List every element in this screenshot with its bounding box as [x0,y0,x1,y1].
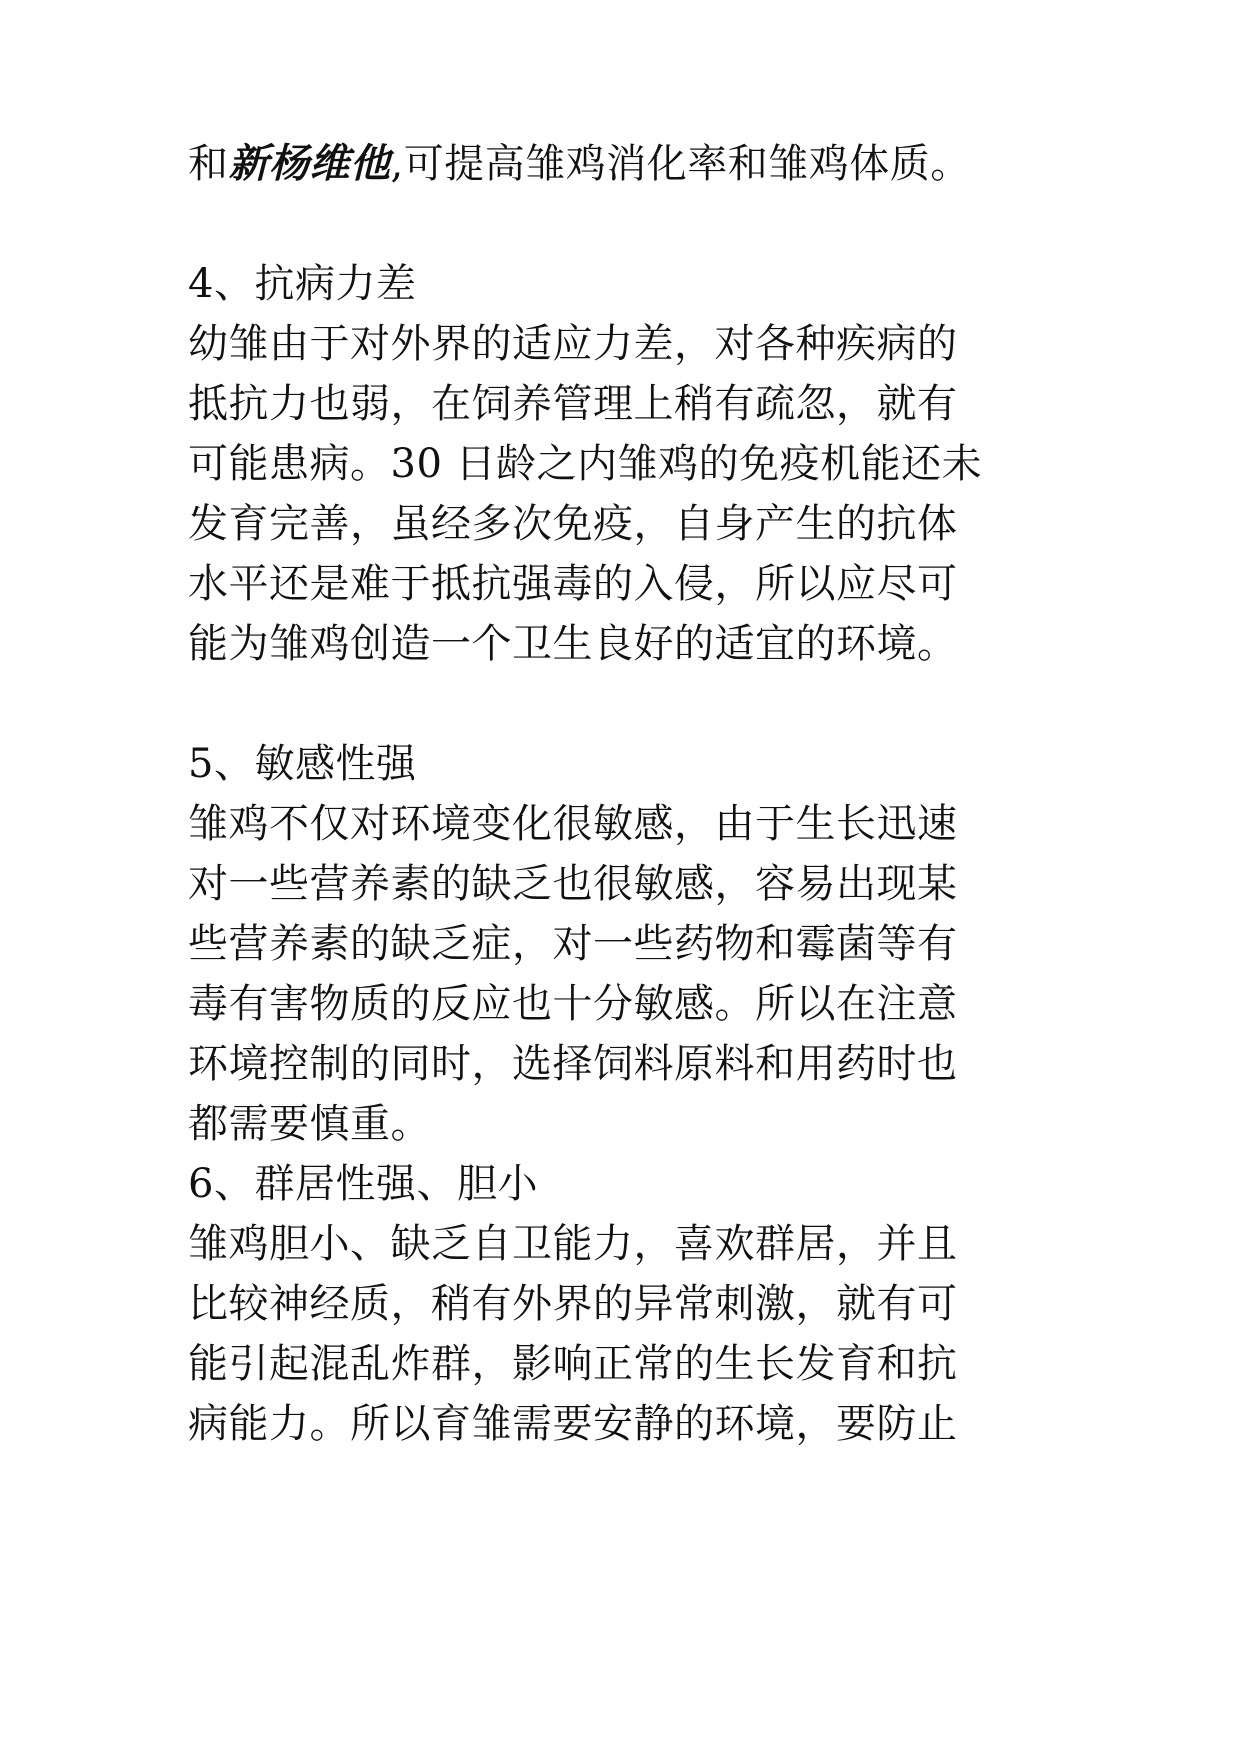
section-4-line: 发育完善，虽经多次免疫，自身产生的抗体 [188,501,958,547]
intro-prefix: 和 [188,141,229,187]
section-5-line: 都需要慎重。 [188,1101,431,1147]
section-5-line: 毒有害物质的反应也十分敏感。所以在注意 [188,981,958,1027]
section-5-heading: 5、敏感性强 [188,741,417,787]
section-6-line: 病能力。所以育雏需要安静的环境，要防止 [188,1401,958,1447]
section-6-line: 比较神经质，稍有外界的异常刺激，就有可 [188,1281,958,1327]
section-4-line: 可能患病。30 日龄之内雏鸡的免疫机能还未 [188,441,983,487]
section-4-line: 抵抗力也弱，在饲养管理上稍有疏忽，就有 [188,381,958,427]
intro-emphasis-product: 新杨维他 [228,140,391,187]
section-6-line: 雏鸡胆小、缺乏自卫能力，喜欢群居，并且 [188,1221,958,1267]
section-5-line: 雏鸡不仅对环境变化很敏感，由于生长迅速 [188,801,958,847]
section-4-line: 幼雏由于对外界的适应力差，对各种疾病的 [188,321,958,367]
section-5-line: 些营养素的缺乏症，对一些药物和霉菌等有 [188,921,958,967]
section-4-heading: 4、抗病力差 [188,261,417,307]
section-4-line: 水平还是难于抵抗强毒的入侵，所以应尽可 [188,561,958,607]
intro-paragraph-line [188,138,971,190]
section-5-line: 对一些营养素的缺乏也很敏感，容易出现某 [188,861,958,907]
section-4-line: 能为雏鸡创造一个卫生良好的适宜的环境。 [188,621,958,667]
section-6-heading: 6、群居性强、胆小 [188,1161,538,1207]
section-6-line: 能引起混乱炸群，影响正常的生长发育和抗 [188,1341,958,1387]
intro-suffix: ,可提高雏鸡消化率和雏鸡体质。 [390,141,971,187]
section-5-line: 环境控制的同时，选择饲料原料和用药时也 [188,1041,958,1087]
